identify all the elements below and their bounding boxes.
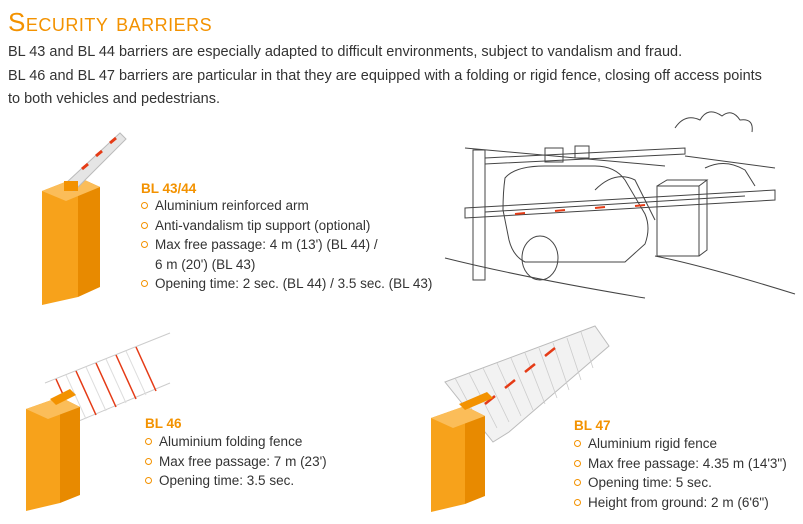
bullet-icon: [574, 479, 581, 486]
list-item: Max free passage: 4 m (13') (BL 44) /: [141, 235, 432, 255]
car-park-scene-illustration: [445, 108, 795, 298]
list-item: Aluminium folding fence: [145, 432, 327, 452]
bullet-icon: [141, 202, 148, 209]
bullet-icon: [141, 222, 148, 229]
bullet-icon: [145, 438, 152, 445]
bl46-spec-list: [145, 432, 327, 491]
list-item: Opening time: 3.5 sec.: [145, 471, 327, 491]
list-item: Opening time: 2 sec. (BL 44) / 3.5 sec. (BL 43): [141, 274, 432, 294]
intro-line-2: BL 46 and BL 47 barriers are particular in that they are equipped with a folding or rigid fence, closing off access points: [8, 68, 762, 84]
list-item: Aluminium reinforced arm: [141, 196, 432, 216]
bullet-icon: [145, 458, 152, 465]
bl47-title: BL 47: [574, 418, 611, 433]
list-item-continuation: 6 m (20') (BL 43): [155, 256, 256, 272]
list-item: Aluminium rigid fence: [574, 434, 787, 454]
list-item: Anti-vandalism tip support (optional): [141, 216, 432, 236]
bl47-spec-list: [574, 434, 787, 512]
bullet-icon: [141, 280, 148, 287]
list-item: Opening time: 5 sec.: [574, 473, 787, 493]
bullet-icon: [141, 241, 148, 248]
bl43-title: BL 43/44: [141, 181, 197, 196]
list-item: Max free passage: 4.35 m (14'3"): [574, 454, 787, 474]
page-title: Security barriers: [8, 7, 213, 37]
list-item: Height from ground: 2 m (6'6"): [574, 493, 787, 513]
intro-line-1: BL 43 and BL 44 barriers are especially adapted to difficult environments, subject to vandalism and fraud.: [8, 44, 683, 60]
bullet-icon: [574, 460, 581, 467]
intro-line-3: to both vehicles and pedestrians.: [8, 91, 220, 107]
bl46-title: BL 46: [145, 416, 182, 431]
list-item: Max free passage: 7 m (23'): [145, 452, 327, 472]
bullet-icon: [574, 499, 581, 506]
bl43-barrier-illustration: [30, 125, 130, 305]
bl43-spec-list: [141, 196, 432, 294]
bullet-icon: [574, 440, 581, 447]
bullet-icon: [145, 477, 152, 484]
